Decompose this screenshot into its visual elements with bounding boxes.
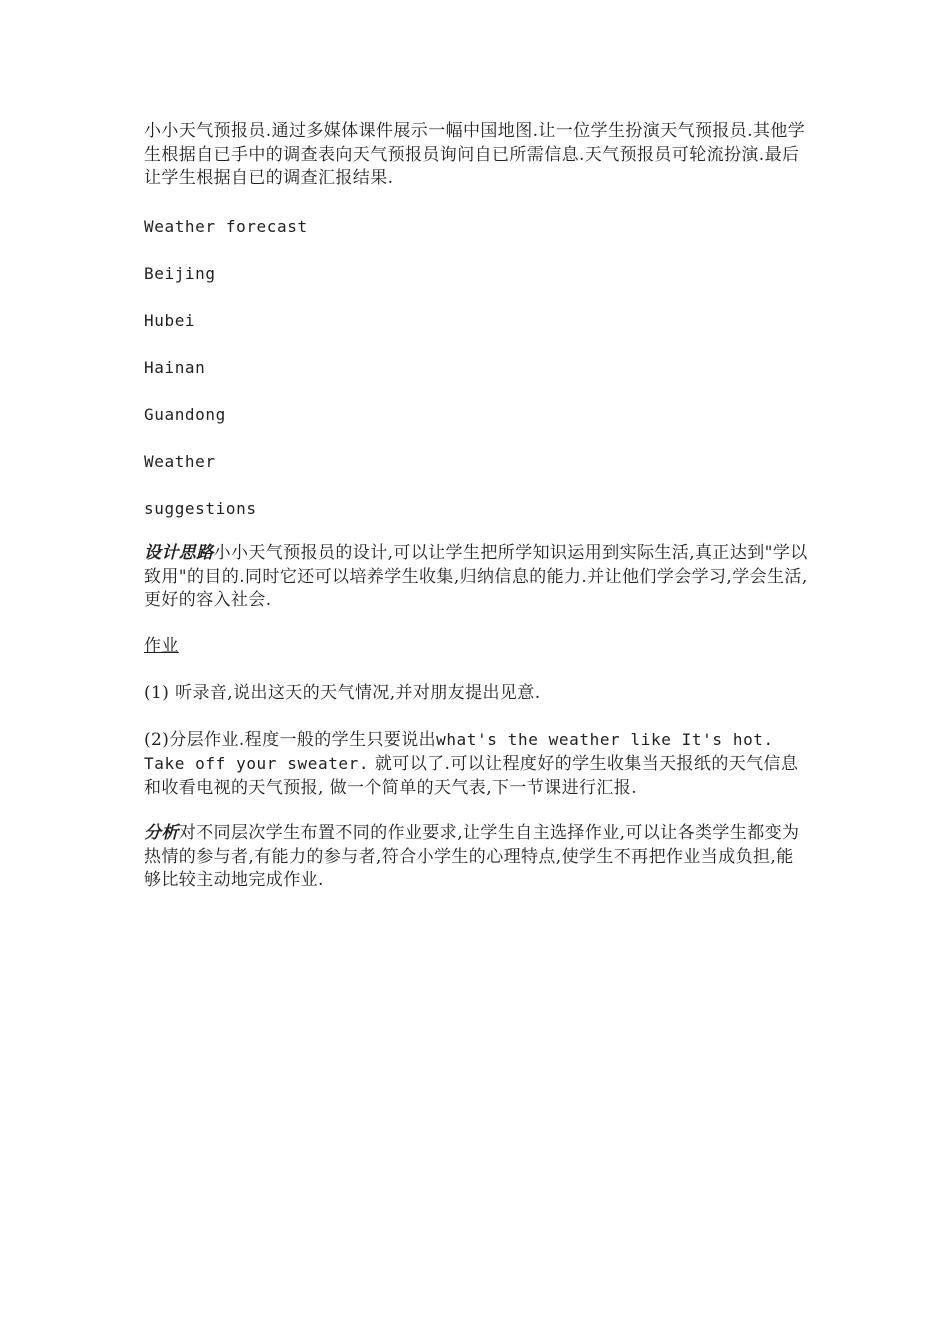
homework-item-2-prefix: (2)分层作业.程度一般的学生只要说出 <box>144 729 437 750</box>
table-label-suggestions: suggestions <box>144 498 257 518</box>
table-label-beijing: Beijing <box>144 263 216 283</box>
analysis-paragraph <box>144 822 810 893</box>
homework-heading: 作业 <box>144 635 179 656</box>
homework-item-2-english: what's the weather like It's hot. Take off your sweater. <box>144 729 774 773</box>
design-text: 小小天气预报员的设计,可以让学生把所学知识运用到实际生活,真正达到"学以致用"的目的.同时它还可以培养学生收集,归纳信息的能力.并让他们学会学习,学会生活,更好的容入社会. <box>144 543 808 610</box>
design-paragraph <box>144 542 810 613</box>
analysis-label: 分析 <box>144 823 179 843</box>
table-label-weather: Weather <box>144 451 216 471</box>
table-label-hainan: Hainan <box>144 357 206 377</box>
design-label: 设计思路 <box>144 543 214 563</box>
table-label-guandong: Guandong <box>144 404 226 424</box>
table-label-hubei: Hubei <box>144 310 196 330</box>
analysis-text: 对不同层次学生布置不同的作业要求,让学生自主选择作业,可以让各类学生都变为热情的参与者,有能力的参与者,符合小学生的心理特点,使学生不再把作业当成负担,能够比较主动地完成作业. <box>144 823 800 890</box>
intro-paragraph: 小小天气预报员.通过多媒体课件展示一幅中国地图.让一位学生扮演天气预报员.其他学生根据自已手中的调查表向天气预报员询问自已所需信息.天气预报员可轮流扮演.最后让学生根据自已的调查汇报结果. <box>144 121 806 188</box>
homework-item-1: (1) 听录音,说出这天的天气情况,并对朋友提出见意. <box>144 683 541 703</box>
table-label-weather-forecast: Weather forecast <box>144 216 308 236</box>
homework-item-2-suffix: 就可以了.可以让程度好的学生收集当天报纸的天气信息和收看电视的天气预报, 做一个简单的天气表,下一节课进行汇报. <box>144 754 799 798</box>
homework-item-2 <box>144 728 810 801</box>
document-page <box>144 120 810 915</box>
